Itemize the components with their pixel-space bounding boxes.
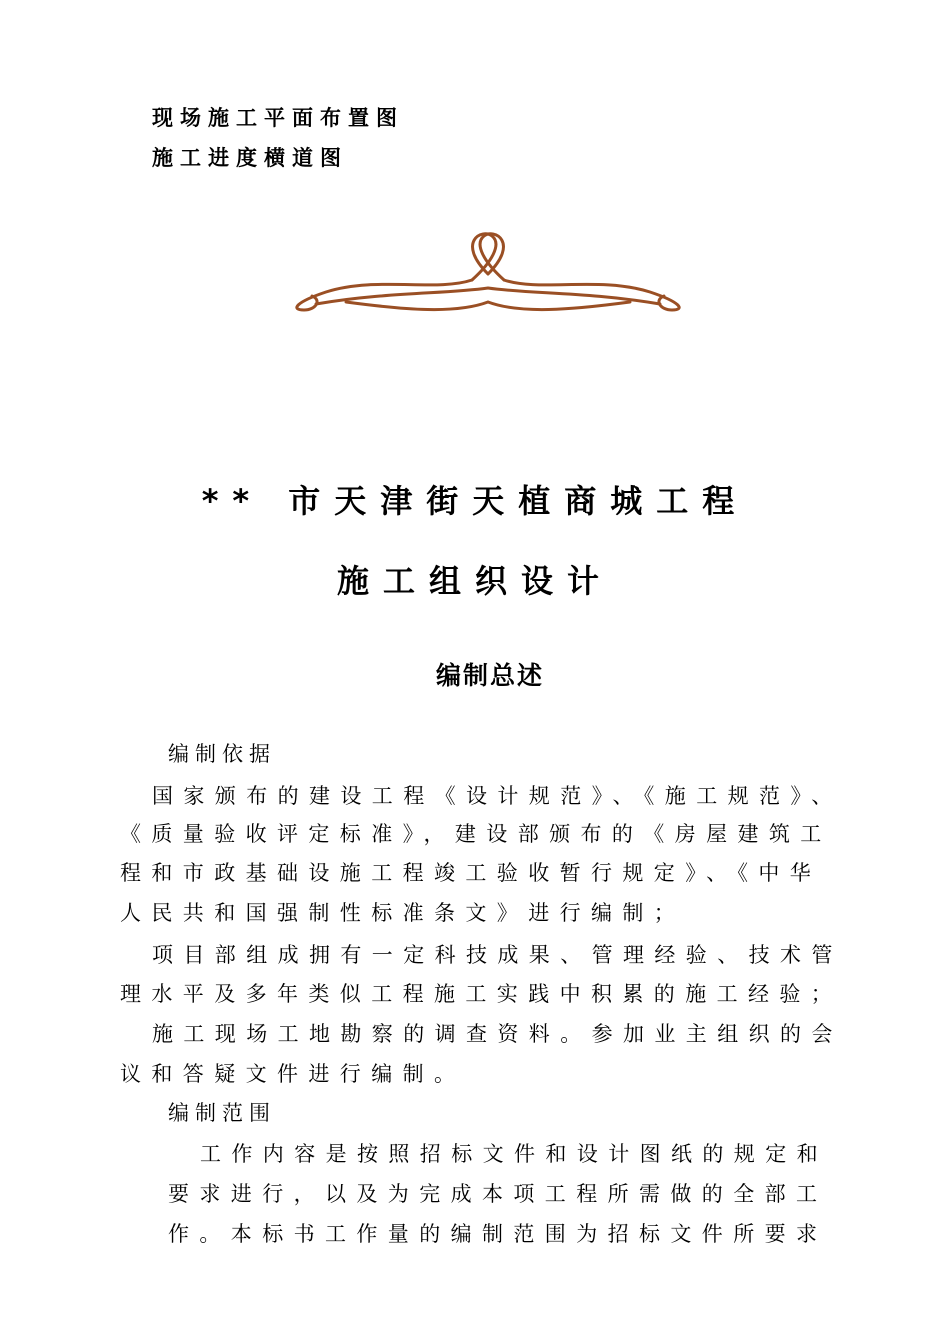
document-title-type: 施工组织设计 (336, 562, 613, 600)
subsection-heading-basis: 编制依据 (168, 742, 276, 766)
section-title: 编制总述 (435, 661, 544, 690)
paragraph-line: 要求进行，以及为完成本项工程所需做的全部工 (168, 1182, 828, 1206)
paragraph-line: 人民共和国强制性标准条文》进行编制； (120, 901, 686, 925)
paragraph-line: 程和市政基础设施工程竣工验收暂行规定》、《中华 (120, 861, 822, 885)
paragraph-line: 理水平及多年类似工程施工实践中积累的施工经验； (120, 982, 843, 1006)
document-title-project: ** 市天津街天植商城工程 (201, 482, 749, 520)
decorative-flourish-icon (286, 222, 690, 318)
paragraph-line: 《质量验收评定标准》，建设部颁布的《房屋建筑工 (120, 822, 832, 846)
toc-line-schedule-chart: 施工进度横道图 (152, 145, 348, 170)
toc-line-site-layout: 现场施工平面布置图 (152, 105, 404, 130)
paragraph-line: 作。本标书工作量的编制范围为招标文件所要求 (168, 1222, 828, 1246)
subsection-heading-scope: 编制范围 (168, 1101, 276, 1125)
paragraph-line: 国家颁布的建设工程《设计规范》、《施工规范》、 (152, 784, 843, 808)
paragraph-line: 施工现场工地勘察的调查资料。参加业主组织的会 (152, 1022, 843, 1046)
paragraph-line: 议和答疑文件进行编制。 (120, 1062, 466, 1086)
paragraph-line: 工作内容是按照招标文件和设计图纸的规定和 (200, 1142, 828, 1166)
paragraph-line: 项目部组成拥有一定科技成果、管理经验、技术管 (152, 943, 843, 967)
